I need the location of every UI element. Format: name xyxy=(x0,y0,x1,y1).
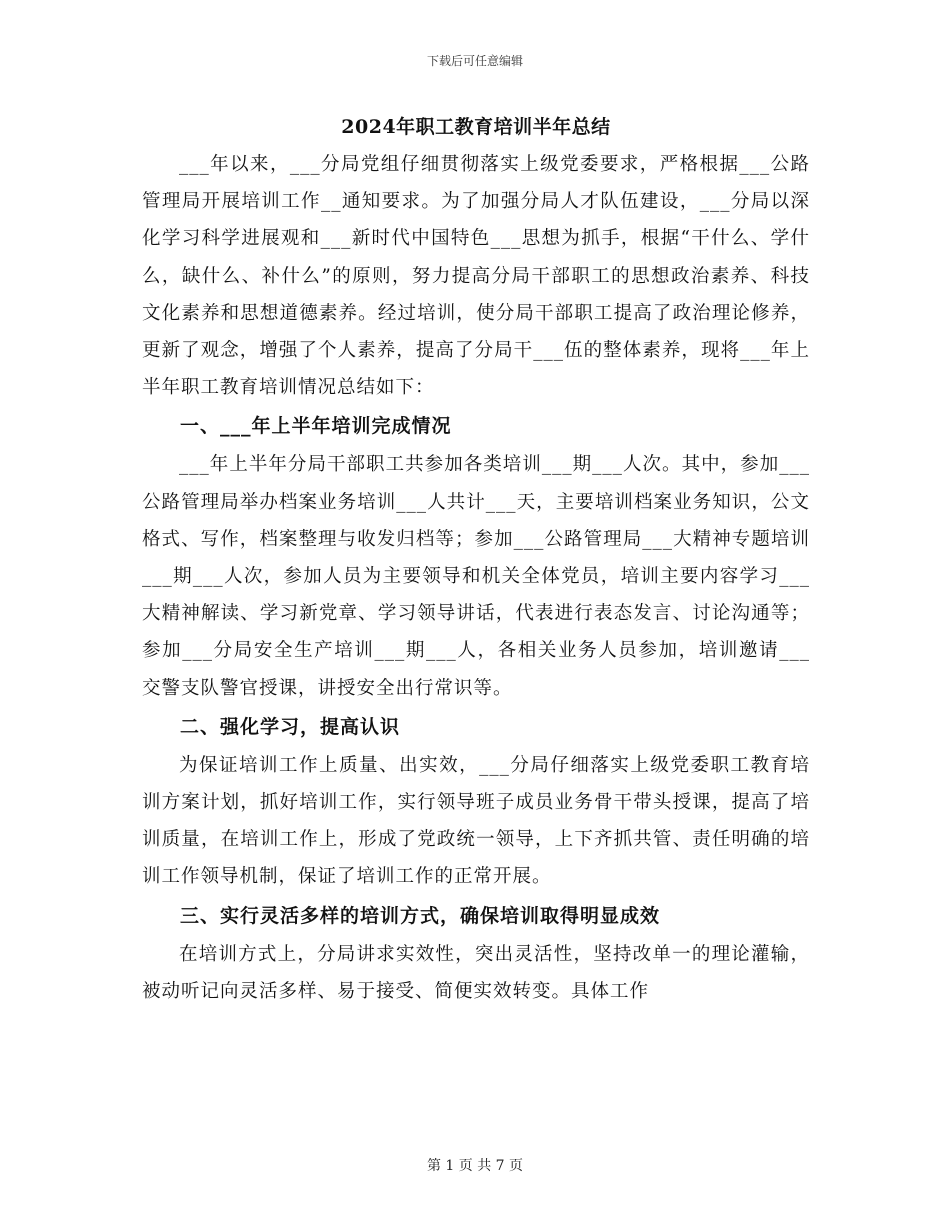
document-body xyxy=(142,112,810,1010)
section-2-heading: 二、强化学习，提高认识 xyxy=(180,715,401,738)
download-note: 下载后可任意编辑 xyxy=(426,54,523,68)
section-3-heading: 三、实行灵活多样的培训方式，确保培训取得明显成效 xyxy=(180,904,661,927)
section-2-paragraph: 为保证培训工作上质量、出实效，___分局仔细落实上级党委职工教育培训方案计划，抓好培训工作，实行领导班子成员业务骨干带头授课，提高了培训质量，在培训工作上，形成了党政统一领导，上下齐抓共管、责任明确的培训工作领导机制，保证了培训工作的正常开展。 xyxy=(142,754,810,888)
page-number: 第 1 页 共 7 页 xyxy=(426,1158,524,1174)
section-1-paragraph: ___年上半年分局干部职工共参加各类培训___期___人次。其中，参加___公路管理局举办档案业务培训___人共计___天，主要培训档案业务知识，公文格式、写作，档案整理与收发归档等；参加___公路管理局___大精神专题培训___期___人次，参加人员为主要领导和机关全体党员，培训主要内容学习___大精神解读、学习新党章、学习领导讲话，代表进行表态发言、讨论沟通等；参加___分局安全生产培训___期___人，各相关业务人员参加，培训邀请___交警支队警官授课，讲授安全出行常识等。 xyxy=(142,454,810,699)
section-1-heading: 一、___年上半年培训完成情况 xyxy=(180,415,452,438)
section-3-paragraph: 在培训方式上，分局讲求实效性，突出灵活性，坚持改单一的理论灌输，被动听记向灵活多样、易于接受、简便实效转变。具体工作 xyxy=(142,943,810,1002)
document-title: 2024年职工教育培训半年总结 xyxy=(341,116,611,138)
intro-paragraph: ___年以来，___分局党组仔细贯彻落实上级党委要求，严格根据___公路管理局开展培训工作__通知要求。为了加强分局人才队伍建设，___分局以深化学习科学进展观和___新时代中国特色___思想为抓手，根据“干什么、学什么，缺什么、补什么”的原则，努力提高分局干部职工的思想政治素养、科技文化素养和思想道德素养。经过培训，使分局干部职工提高了政治理论修养，更新了观念，增强了个人素养，提高了分局干___伍的整体素养，现将___年上半年职工教育培训情况总结如下： xyxy=(142,154,810,399)
